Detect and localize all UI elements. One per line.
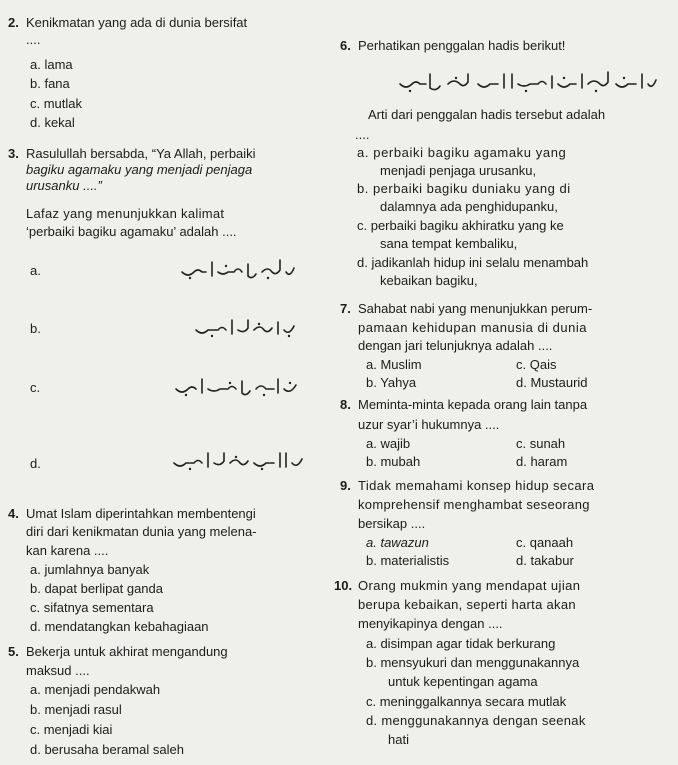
q5-option-a: a. menjadi pendakwah: [30, 682, 161, 697]
q4-option-a: a. jumlahnya banyak: [30, 562, 150, 577]
q5-number: 5.: [8, 644, 19, 659]
q9-option-b: b. materialistis: [366, 553, 450, 568]
q2-option-a: a. lama: [30, 57, 73, 72]
arabic-text-option-c: [172, 375, 307, 399]
q9-number: 9.: [340, 478, 351, 493]
q6-option-d-cont: kebaikan bagiku,: [380, 273, 478, 288]
q7-number: 7.: [340, 301, 351, 316]
q4-option-b: b. dapat berlipat ganda: [30, 581, 163, 596]
q8-option-c: c. sunah: [516, 436, 566, 451]
q7-option-a: a. Muslim: [366, 357, 422, 372]
q8-option-b: b. mubah: [366, 454, 421, 469]
q3-question: Lafaz yang menunjukkan kalimat: [26, 206, 225, 221]
q4-option-c: c. sifatnya sementara: [30, 600, 154, 615]
q10-stem: Orang mukmin yang mendapat ujian: [358, 578, 581, 593]
q6-question: Arti dari penggalan hadis tersebut adalah: [368, 107, 606, 122]
q6-number: 6.: [340, 38, 351, 53]
hadith-arabic-text: [396, 70, 658, 96]
q3-stem-cont: bagiku agamaku yang menjadi penjaga: [26, 162, 253, 177]
q6-stem: Perhatikan penggalan hadis berikut!: [358, 38, 566, 53]
q6-option-b-cont: dalamnya ada penghidupanku,: [380, 199, 558, 214]
q7-option-b: b. Yahya: [366, 375, 417, 390]
q3-number: 3.: [8, 146, 19, 161]
q10-option-d: d. menggunakannya dengan seenak: [366, 713, 586, 728]
q8-option-a: a. wajib: [366, 436, 411, 451]
q8-stem-cont: uzur syar’i hukumnya ....: [358, 417, 500, 432]
q8-number: 8.: [340, 397, 351, 412]
q4-stem-end: kan karena ....: [26, 543, 109, 558]
q9-option-d: d. takabur: [516, 553, 574, 568]
q7-stem-end: dengan jari telunjuknya adalah ....: [358, 338, 553, 353]
q4-number: 4.: [8, 506, 19, 521]
q4-stem: Umat Islam diperintahkan membentengi: [26, 506, 256, 521]
q8-option-d: d. haram: [516, 454, 568, 469]
q6-option-c: c. perbaiki bagiku akhiratku yang ke: [357, 218, 564, 233]
q7-stem-cont: pamaan kehidupan manusia di dunia: [358, 320, 587, 335]
q5-stem-cont: maksud ....: [26, 663, 90, 678]
q6-option-d: d. jadikanlah hidup ini selalu menambah: [357, 255, 589, 270]
q9-stem: Tidak memahami konsep hidup secara: [358, 478, 595, 493]
q2-number: 2.: [8, 15, 19, 30]
q5-option-b: b. menjadi rasul: [30, 702, 122, 717]
arabic-text-option-a: [178, 258, 298, 282]
q2-option-b: b. fana: [30, 76, 70, 91]
q10-stem-end: menyikapinya dengan ....: [358, 616, 503, 631]
q10-option-a: a. disimpan agar tidak berkurang: [366, 636, 556, 651]
q10-option-b: b. mensyukuri dan menggunakannya: [366, 655, 580, 670]
q6-option-a-cont: menjadi penjaga urusanku,: [380, 163, 537, 178]
q10-stem-cont: berupa kebaikan, seperti harta akan: [358, 597, 576, 612]
q3-option-b: b.: [30, 321, 41, 336]
q10-option-d-cont: hati: [388, 732, 409, 747]
q10-option-c: c. meninggalkannya secara mutlak: [366, 694, 567, 709]
q4-stem-cont: diri dari kenikmatan dunia yang melena-: [26, 524, 257, 539]
q6-question-end: ....: [355, 127, 370, 142]
q6-option-c-cont: sana tempat kembaliku,: [380, 236, 518, 251]
arabic-text-option-b: [192, 316, 302, 340]
q3-stem: Rasulullah bersabda, “Ya Allah, perbaiki: [26, 146, 256, 161]
q8-stem: Meminta-minta kepada orang lain tanpa: [358, 397, 588, 412]
q2-stem: Kenikmatan yang ada di dunia bersifat: [26, 15, 248, 30]
q3-option-a: a.: [30, 263, 41, 278]
q7-option-c: c. Qais: [516, 357, 557, 372]
q4-option-d: d. mendatangkan kebahagiaan: [30, 619, 209, 634]
q3-option-d: d.: [30, 456, 41, 471]
arabic-text-option-d: [170, 449, 305, 473]
q7-stem: Sahabat nabi yang menunjukkan perum-: [358, 301, 593, 316]
q2-stem-cont: ....: [26, 32, 41, 47]
q9-option-c: c. qanaah: [516, 535, 574, 550]
q6-option-a: a. perbaiki bagiku agamaku yang: [357, 145, 567, 160]
q2-option-c: c. mutlak: [30, 96, 83, 111]
q9-option-a: a. tawazun: [366, 535, 429, 550]
q6-option-b: b. perbaiki bagiku duniaku yang di: [357, 181, 571, 196]
q3-option-c: c.: [30, 380, 41, 395]
q5-option-d: d. berusaha beramal saleh: [30, 742, 184, 757]
q9-stem-end: bersikap ....: [358, 516, 426, 531]
q10-option-b-cont: untuk kepentingan agama: [388, 674, 538, 689]
q10-number: 10.: [334, 578, 353, 593]
q2-option-d: d. kekal: [30, 115, 75, 130]
q9-stem-cont: komprehensif menghambat seseorang: [358, 497, 590, 512]
q3-question-cont: ‘perbaiki bagiku agamaku’ adalah ....: [26, 224, 237, 239]
q3-stem-end: urusanku ....”: [26, 178, 102, 193]
q5-option-c: c. menjadi kiai: [30, 722, 113, 737]
q7-option-d: d. Mustaurid: [516, 375, 588, 390]
q5-stem: Bekerja untuk akhirat mengandung: [26, 644, 228, 659]
